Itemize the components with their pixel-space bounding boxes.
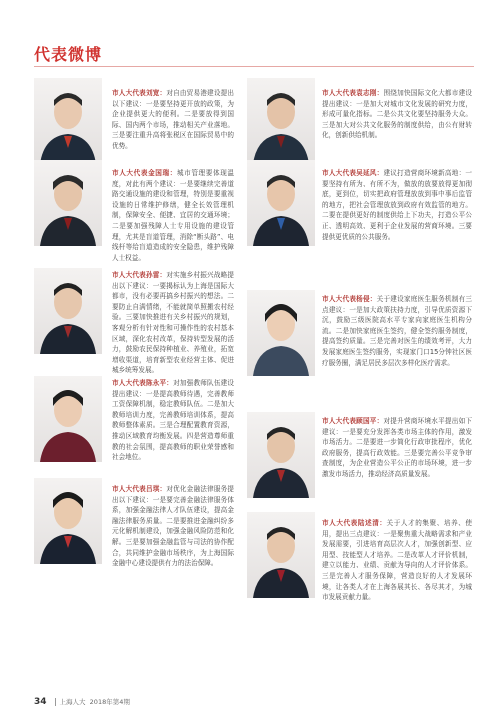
magazine-name: 上海人大 [59,698,86,706]
entry-text [322,168,472,242]
entry-text [322,416,472,480]
delegate-statement: 关于建设家庭医生服务机制有三点建议：一是加大政策扶持力度，引导优质资源下沉，鼓励三级医院高水平专家向家庭医生机构分流。二是加快家庭医生签约，健全签约服务制度，提高签约质量。三是完善对医生的绩效考评，大力发展家庭医生签约服务，实现家门口15分钟社区医疗服务圈，满足居民多层次多样化医疗需求。 [322,295,473,367]
portrait-photo [247,512,315,598]
portrait-photo [34,268,102,354]
delegate-name: 市人大代表吕琪： [112,485,167,493]
header-bar [0,0,504,36]
entry-text [112,88,234,152]
delegate-name: 市人大代表袁志刚： [322,89,384,97]
entry-text [112,270,234,376]
page-footer [34,697,130,707]
entry-text [112,484,234,569]
portrait-photo [34,160,102,246]
entry-text [112,168,234,263]
portrait-photo [247,290,315,376]
page-number: 34 [34,697,47,707]
delegate-name: 市人大代表陈永平： [112,379,174,387]
portrait-photo [34,78,102,164]
delegate-name: 市人大代表陆述清： [322,519,387,527]
delegate-statement: 关于人才的集聚、培养、使用，提出三点建议：一是聚焦重大战略需求和产业发展需要，引进培育高层次人才，加强创新型、应用型、技能型人才培养。二是改革人才评价机制，建立以能力、业绩、贡献为导向的人才评价体系。三是完善人才服务保障，营造良好的人才发展环境，让各类人才在上海各展其长、各尽其才，为城市发展贡献力量。 [322,519,473,602]
page-title: 代表微博 [34,45,103,64]
delegate-name: 市人大代表顾国平： [322,417,384,425]
portrait-photo [247,412,315,498]
delegate-name: 市人大代表金国瑞： [112,169,177,177]
footer-divider [55,698,56,706]
entry-text [112,378,234,463]
issue-label: 2018年第4期 [89,698,130,706]
delegate-statement: 城市管理要体现温度，对此有两个建议：一是要继续完善道路交通设施的建设和管理，特别是要重视设施的日常维护修缮，健全长效管理机制，保障安全、便捷、宜居的交通环境；二是要加强残障人士专用设施的建设管理，尤其是盲道管理，消除“断头路”、电线杆等给盲道造成的安全隐患，维护残障人士权益。 [112,169,235,262]
portrait-photo [34,478,102,564]
delegate-name: 市人大代表孙雷： [112,271,167,279]
delegate-statement: 对加强教师队伍建设提出建议：一是提高教师待遇，完善教师工资保障机制，稳定教师队伍。二是加大教师培训力度，完善教师培训体系，提高教师整体素质。三是合理配置教育资源，推动区域教育均衡发展。四是营造尊师重教的社会氛围，提高教师的职业荣誉感和社会地位。 [112,379,235,462]
delegate-statement: 建议打造营商环境新高地：一要坚持有所为、有所不为，做放的放要放得更加彻底，更到位，切实把政府管理放放到事中事后监管的地方，把社会管理放放到政府有效监管的地方。二要在提供更好的制度供给上下功夫，打造公平公正、透明高效、更利于企业发展的营商环境。三要提供更优质的公共服务。 [322,169,473,241]
delegate-name: 市人大代表杨侵： [322,295,377,303]
portrait-photo [34,376,102,462]
portrait-photo [247,160,315,246]
title-divider [34,66,474,67]
entry-text [322,294,472,368]
delegate-statement: 对实施乡村振兴战略提出以下建议：一要揭标认为上海是国际大都市，没有必要再搞乡村振兴的想法。二要防止自满情绪，不能就简单照搬农村经验。三要加快推进有关乡村振兴的规划，客观分析有针对性和可操作性的农村基本区域，深化农村改革，保持转型发展的活力，鼓励农民保持种植业、养殖业，拓宽增收渠道，培育新型农业经营主体、促进城乡统筹发展。 [112,271,235,375]
entry-text [322,88,472,141]
delegate-statement: 围绕加快国际文化大都市建设提出建议：一是加大对城市文化发展的研究力度，形成可量化指标。二是公共文化要坚持服务大众。三是加大对公共文化服务的制度供给，由公有财转化，创新供给机制。 [322,89,473,140]
entry-text [322,518,472,603]
delegate-statement: 对提升营商环境水平提出如下建议：一是要充分发挥各类市场主体的作用，激发市场活力。二是要进一步简化行政审批程序，优化政府服务，提高行政效能。三是要完善公平竞争审查制度，为企业营造公平公正的市场环境，进一步激发市场活力，推动经济高质量发展。 [322,417,473,478]
delegate-statement: 对优化金融法律服务提出以下建议：一是要完善金融法律服务体系，加强金融法律人才队伍建设，提高金融法律服务质量。二是要推进金融纠纷多元化解机制建设，加强金融风险防范和化解。三是要加强金融监管与司法的协作配合，共同维护金融市场秩序，为上海国际金融中心建设提供有力的法治保障。 [112,485,235,568]
delegate-name: 市人大代表刘宽： [112,89,167,97]
delegate-statement: 对自由贸易港建设提出以下建议：一是要坚持更开放的政策，为企业提供更大的便利。二是要放得到国际、国内两个市场，推动相关产业落地。三是要注重升高将张税区在国际贸易中的优势。 [112,89,235,150]
delegate-name: 市人大代表吴延风： [322,169,384,177]
portrait-photo [247,78,315,164]
